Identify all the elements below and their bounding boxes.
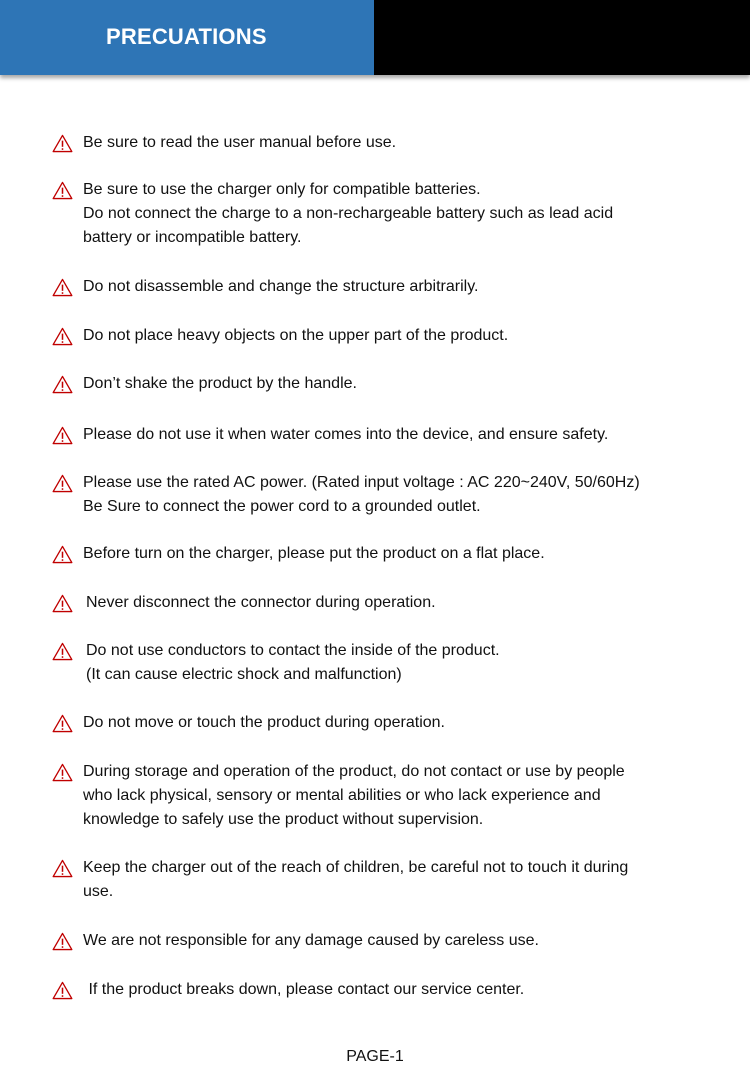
precaution-line: We are not responsible for any damage caused by careless use.: [83, 932, 539, 949]
warning-triangle-icon: [52, 134, 73, 153]
precaution-text: [83, 856, 713, 904]
precaution-line: Be sure to read the user manual before use.: [83, 134, 397, 151]
precaution-text: [83, 542, 713, 566]
precaution-text: [83, 324, 713, 348]
warning-triangle-icon: [52, 278, 73, 297]
precaution-text: [86, 591, 716, 615]
warning-triangle-icon: [52, 981, 73, 1000]
header-black-block: [374, 0, 750, 75]
precaution-line: Keep the charger out of the reach of children, be careful not to touch it during: [83, 859, 629, 876]
precaution-text: [83, 178, 713, 250]
warning-triangle-icon: [52, 426, 73, 445]
precaution-line: battery or incompatible battery.: [83, 229, 302, 246]
warning-triangle-icon: [52, 642, 73, 661]
precaution-text: [83, 372, 713, 396]
precaution-line: who lack physical, sensory or mental abilities or who lack experience and: [83, 787, 601, 804]
precaution-text: [83, 423, 713, 447]
precaution-text: [83, 929, 713, 953]
page-title: PRECUATIONS: [106, 24, 267, 49]
warning-triangle-icon: [52, 327, 73, 346]
warning-triangle-icon: [52, 375, 73, 394]
precaution-line: Before turn on the charger, please put the product on a flat place.: [83, 545, 545, 562]
precaution-text: [83, 131, 713, 155]
precaution-line: Do not disassemble and change the structure arbitrarily.: [83, 278, 479, 295]
precaution-line: Please do not use it when water comes into the device, and ensure safety.: [83, 426, 609, 443]
precaution-line: (It can cause electric shock and malfunction): [86, 666, 402, 683]
warning-triangle-icon: [52, 932, 73, 951]
precaution-line: Do not connect the charge to a non-rechargeable battery such as lead acid: [83, 205, 614, 222]
warning-triangle-icon: [52, 545, 73, 564]
precaution-text: [83, 711, 713, 735]
precaution-line: Do not move or touch the product during operation.: [83, 714, 445, 731]
precaution-text: [83, 471, 713, 519]
precaution-line: Do not place heavy objects on the upper part of the product.: [83, 327, 509, 344]
precaution-line: Don’t shake the product by the handle.: [83, 375, 357, 392]
precaution-line: Be sure to use the charger only for compatible batteries.: [83, 181, 481, 198]
precaution-line: If the product breaks down, please contact our service center.: [84, 981, 525, 998]
precaution-text: [84, 978, 714, 1002]
warning-triangle-icon: [52, 859, 73, 878]
precaution-line: Do not use conductors to contact the inside of the product.: [86, 642, 500, 659]
warning-triangle-icon: [52, 594, 73, 613]
precaution-text: [83, 760, 713, 832]
precaution-line: use.: [83, 883, 114, 900]
warning-triangle-icon: [52, 474, 73, 493]
precaution-text: [83, 275, 713, 299]
precaution-line: Be Sure to connect the power cord to a grounded outlet.: [83, 498, 481, 515]
warning-triangle-icon: [52, 763, 73, 782]
page-header: [0, 0, 750, 75]
precaution-text: [86, 639, 716, 687]
page-number: PAGE-1: [346, 1048, 404, 1065]
precaution-line: Please use the rated AC power. (Rated input voltage : AC 220~240V, 50/60Hz): [83, 474, 640, 491]
warning-triangle-icon: [52, 181, 73, 200]
header-blue-block: [0, 0, 374, 75]
precaution-line: During storage and operation of the product, do not contact or use by people: [83, 763, 625, 780]
precaution-line: Never disconnect the connector during operation.: [86, 594, 436, 611]
warning-triangle-icon: [52, 714, 73, 733]
precaution-line: knowledge to safely use the product without supervision.: [83, 811, 484, 828]
